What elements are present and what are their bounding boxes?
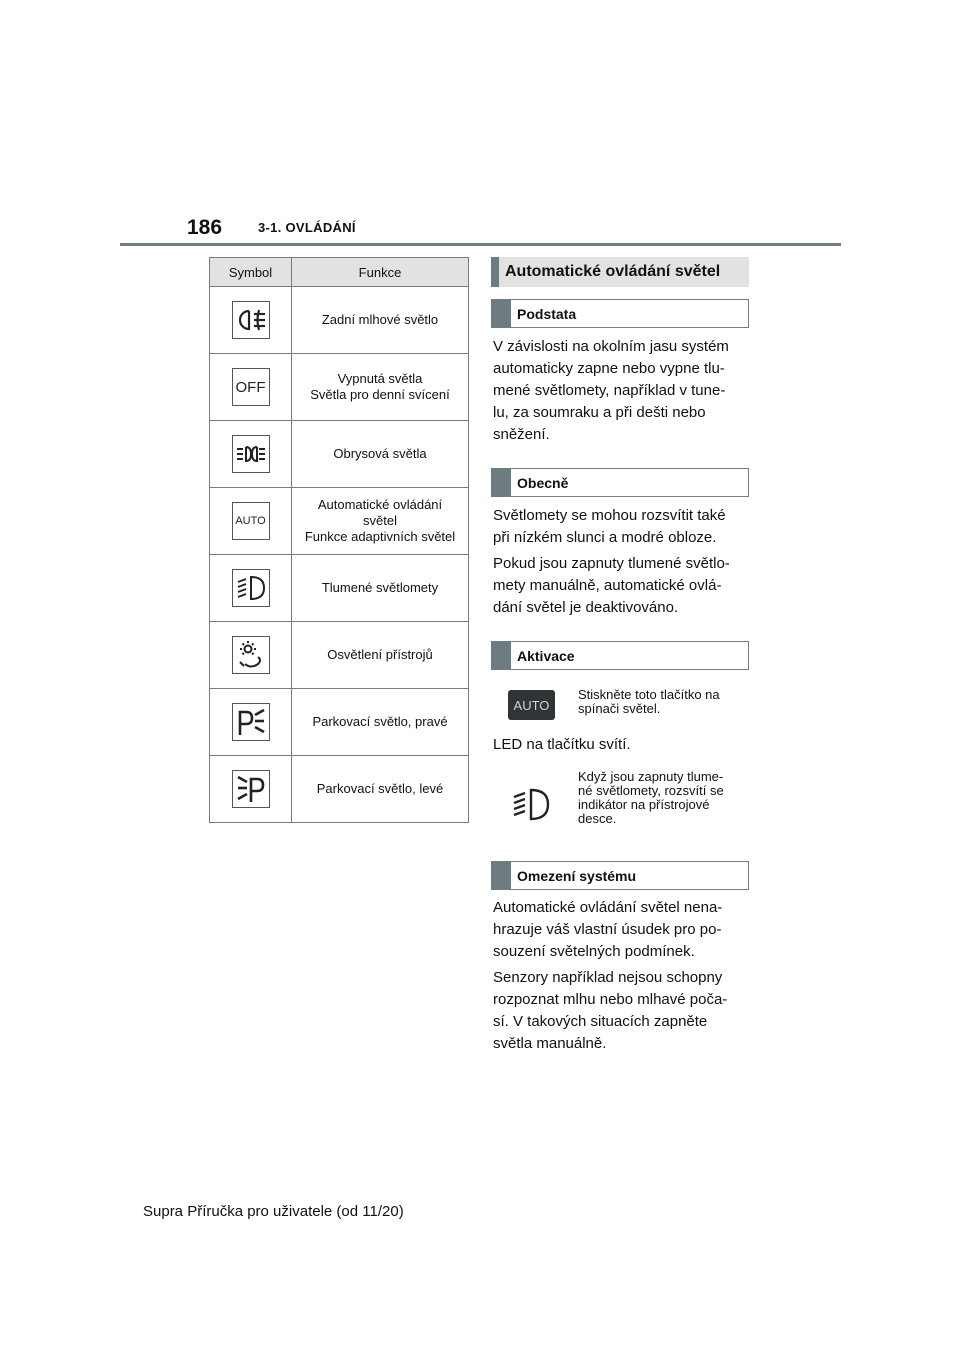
parking-lights-icon [232, 435, 270, 473]
instrument-lighting-icon [232, 636, 270, 674]
column-header-function: Funkce [358, 264, 402, 280]
auto-icon-text: AUTO [235, 515, 266, 527]
subheading-aktivace: Aktivace [491, 641, 749, 670]
paragraph-omezeni-2: Senzory například nejsou schopny rozpoznat mlhu nebo mlhavé poča- sí. V takových situacích zapněte světla manuálně. [493, 969, 728, 1052]
paragraph-podstata: V závislosti na okolním jasu systém automaticky zapne nebo vypne tlu- mené světlomety, například v tune- lu, za soumraku a při dešti nebo sněžení. [493, 338, 729, 443]
table-row [210, 622, 468, 689]
parking-light-right-icon [232, 703, 270, 741]
paragraph-led: LED na tlačítku svítí. [493, 736, 631, 753]
section-heading: Automatické ovládání světel [491, 257, 749, 287]
function-label: Obrysová světla [333, 446, 427, 461]
footer-text: Supra Příručka pro uživatele (od 11/20) [143, 1203, 404, 1220]
paragraph-obecne-2: Pokud jsou zapnuty tlumené světlo- mety manuálně, automatické ovlá- dání světel je deaktivováno. [493, 555, 730, 616]
symbol-table [209, 257, 469, 823]
parking-light-left-icon [232, 770, 270, 808]
page-number: 186 [187, 216, 223, 239]
section-title: 3-1. OVLÁDÁNÍ [258, 220, 356, 235]
subheading-obecne: Obecně [491, 468, 749, 497]
function-label: Tlumené světlomety [321, 580, 439, 595]
function-label: Parkovací světlo, pravé [312, 714, 448, 729]
paragraph-obecne-1: Světlomety se mohou rozsvítit také při nízkém slunci a modré obloze. [493, 507, 726, 546]
column-header-symbol: Symbol [210, 258, 292, 286]
table-row [210, 354, 468, 421]
auto-icon [232, 502, 270, 540]
function-label: Zadní mlhové světlo [321, 312, 439, 327]
off-icon-text: OFF [235, 378, 266, 396]
table-header [210, 258, 468, 287]
function-label: Parkovací světlo, levé [316, 781, 444, 796]
function-label: Vypnutá světla Světla pro denní svícení [310, 371, 450, 402]
subheading-omezeni: Omezení systému [491, 861, 749, 890]
off-icon [232, 368, 270, 406]
table-row [210, 756, 468, 822]
table-row [210, 555, 468, 622]
function-label: Osvětlení přístrojů [327, 647, 433, 662]
header-divider [120, 243, 841, 246]
step-note-2: Když jsou zapnuty tlume- né světlomety, rozsvítí se indikátor na přístrojové desce. [578, 769, 724, 826]
low-beam-icon [232, 569, 270, 607]
rear-fog-light-icon [232, 301, 270, 339]
paragraph-omezeni-1: Automatické ovládání světel nena- hrazuje váš vlastní úsudek pro po- souzení světelných podmínek. [493, 899, 723, 960]
table-row [210, 689, 468, 756]
table-row [210, 287, 468, 354]
step-note-1: Stiskněte toto tlačítko na spínači světel. [578, 687, 720, 716]
auto-button-label: AUTO [513, 697, 550, 713]
table-row [210, 421, 468, 488]
table-row [210, 488, 468, 555]
subheading-podstata: Podstata [491, 299, 749, 328]
function-label: Automatické ovládání světel Funkce adaptivních světel [304, 497, 456, 544]
auto-button-illustration [508, 690, 555, 720]
low-beam-indicator-icon [512, 787, 550, 828]
